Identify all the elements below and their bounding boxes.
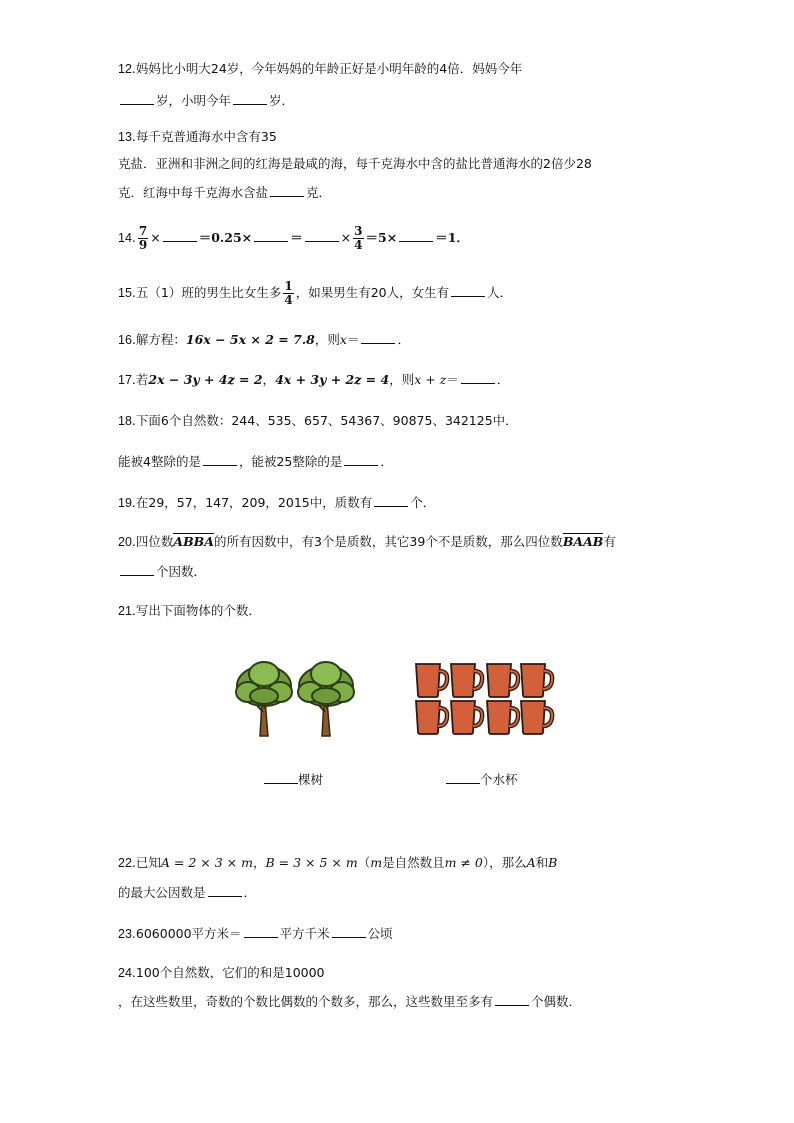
- question-text: 岁，小明今年: [156, 93, 232, 108]
- question-12-line2: [118, 92, 294, 109]
- question-number: 13: [118, 130, 132, 144]
- overline-number: BAAB: [562, 534, 604, 549]
- answer-blank[interactable]: [374, 494, 408, 507]
- question-number: 12: [118, 62, 132, 76]
- question-number: 23: [118, 927, 132, 941]
- question-text: 克．红海中每千克海水含盐: [118, 185, 269, 200]
- question-text: 下面6个自然数：244、535、657、54367、90875、342125中．: [135, 413, 518, 428]
- question-12: 12.妈妈比小明大24岁，今年妈妈的年龄正好是小明年龄的4倍．妈妈今年: [118, 61, 523, 76]
- question-14: 14. $\frac{7}{9}$ × ＝0.25× ＝ × $\frac{3}{4}$ ＝5× ＝1．: [118, 224, 469, 252]
- question-24: 24.100个自然数，它们的和是10000: [118, 965, 325, 980]
- answer-blank[interactable]: [233, 92, 267, 105]
- answer-blank[interactable]: [254, 229, 288, 242]
- answer-blank[interactable]: [270, 184, 304, 197]
- question-text: 克．: [306, 185, 332, 200]
- question-21: 21.写出下面物体的个数．: [118, 603, 261, 618]
- question-13-line2: [118, 156, 592, 172]
- answer-blank[interactable]: [461, 371, 495, 384]
- question-16: 16.解方程：16x − 5x × 2 = 7.8，则x＝ ．: [118, 332, 410, 347]
- equation: 16x − 5x × 2 = 7.8: [185, 332, 315, 347]
- cups-image: [412, 660, 558, 736]
- question-number: 20: [118, 535, 132, 549]
- fraction-7-9: $\frac{7}{9}$: [138, 224, 148, 252]
- cup-icon: [451, 701, 482, 734]
- tree-icon: [236, 662, 292, 736]
- question-text: 人．: [487, 285, 513, 300]
- question-13-line3: [118, 184, 331, 201]
- question-number: 19: [118, 496, 132, 510]
- question-number: 22: [118, 856, 132, 870]
- question-text: 岁．: [269, 93, 295, 108]
- answer-blank[interactable]: [361, 331, 395, 344]
- question-19: 19.在29，57，147，209，2015中，质数有 个．: [118, 495, 436, 510]
- question-23: 23.6060000平方米＝ 平方千米 公顷: [118, 926, 393, 941]
- question-20-line2: 个因数．: [118, 563, 206, 580]
- question-13: 13.每千克普通海水中含有35: [118, 129, 277, 144]
- question-text: 每千克普通海水中含有35: [135, 129, 277, 144]
- answer-blank[interactable]: [332, 925, 366, 938]
- question-22: 22.已知A = 2 × 3 × m，B = 3 × 5 × m（m是自然数且m ≠ 0），那么A和B: [118, 855, 558, 870]
- answer-blank[interactable]: [451, 284, 485, 297]
- answer-blank[interactable]: [305, 229, 339, 242]
- question-24-line2: ，在这些数里，奇数的个数比偶数的个数多，那么，这些数里至多有 个偶数．: [118, 994, 582, 1009]
- cup-icon: [416, 664, 447, 697]
- fraction-1-4: $\frac{1}{4}$: [284, 279, 293, 307]
- question-number: 24: [118, 966, 132, 980]
- question-text: 妈妈比小明大24岁，今年妈妈的年龄正好是小明年龄的4倍．妈妈今年: [135, 61, 523, 76]
- overline-number: ABBA: [173, 534, 214, 549]
- tree-icon: [298, 662, 354, 736]
- cup-icon: [521, 664, 552, 697]
- cup-icon: [487, 701, 518, 734]
- question-number: 17: [118, 373, 132, 387]
- cup-icon: [451, 664, 482, 697]
- question-text: 五（1）班的男生比女生多: [135, 285, 282, 300]
- answer-blank[interactable]: [163, 229, 197, 242]
- cup-icon: [521, 701, 552, 734]
- question-number: 16: [118, 333, 132, 347]
- answer-blank[interactable]: [399, 229, 433, 242]
- trees-image: [234, 656, 358, 738]
- equation: 4x + 3y + 2z = 4: [275, 372, 390, 387]
- question-number: 14: [118, 231, 132, 245]
- answer-blank[interactable]: [495, 993, 529, 1006]
- answer-blank[interactable]: [446, 771, 480, 784]
- question-15: 15.五（1）班的男生比女生多 $\frac{1}{4}$ ，如果男生有20人，女生有 人．: [118, 279, 513, 307]
- question-number: 21: [118, 604, 132, 618]
- answer-blank[interactable]: [120, 563, 154, 576]
- cup-icon: [416, 701, 447, 734]
- cups-caption: 个水杯: [446, 770, 518, 788]
- question-number: 18: [118, 414, 132, 428]
- question-22-line2: 的最大公因数是 ．: [118, 885, 257, 900]
- question-text: 写出下面物体的个数．: [135, 603, 261, 618]
- question-number: 15: [118, 286, 132, 300]
- question-18: 18.下面6个自然数：244、535、657、54367、90875、342125中．: [118, 413, 518, 428]
- question-17: 17.若2x − 3y + 4z = 2，4x + 3y + 2z = 4，则x + z＝ ．: [118, 372, 510, 387]
- answer-blank[interactable]: [208, 884, 242, 897]
- answer-blank[interactable]: [344, 453, 378, 466]
- answer-blank[interactable]: [203, 453, 237, 466]
- question-text: 100个自然数，它们的和是10000: [135, 965, 325, 980]
- question-20: 20.四位数ABBA的所有因数中，有3个是质数，其它39个不是质数，那么四位数BAAB有: [118, 534, 616, 549]
- equation: 2x − 3y + 4z = 2: [148, 372, 263, 387]
- question-text: 克盐．亚洲和非洲之间的红海是最咸的海，每千克海水中含的盐比普通海水的2倍少28: [118, 156, 592, 171]
- cup-icon: [487, 664, 518, 697]
- answer-blank[interactable]: [264, 771, 298, 784]
- question-18-line2: 能被4整除的是 ，能被25整除的是 ．: [118, 454, 393, 469]
- answer-blank[interactable]: [120, 92, 154, 105]
- question-text: ，如果男生有20人，女生有: [295, 285, 450, 300]
- trees-caption: 棵树: [264, 770, 323, 788]
- answer-blank[interactable]: [244, 925, 278, 938]
- fraction-3-4: $\frac{3}{4}$: [354, 224, 363, 252]
